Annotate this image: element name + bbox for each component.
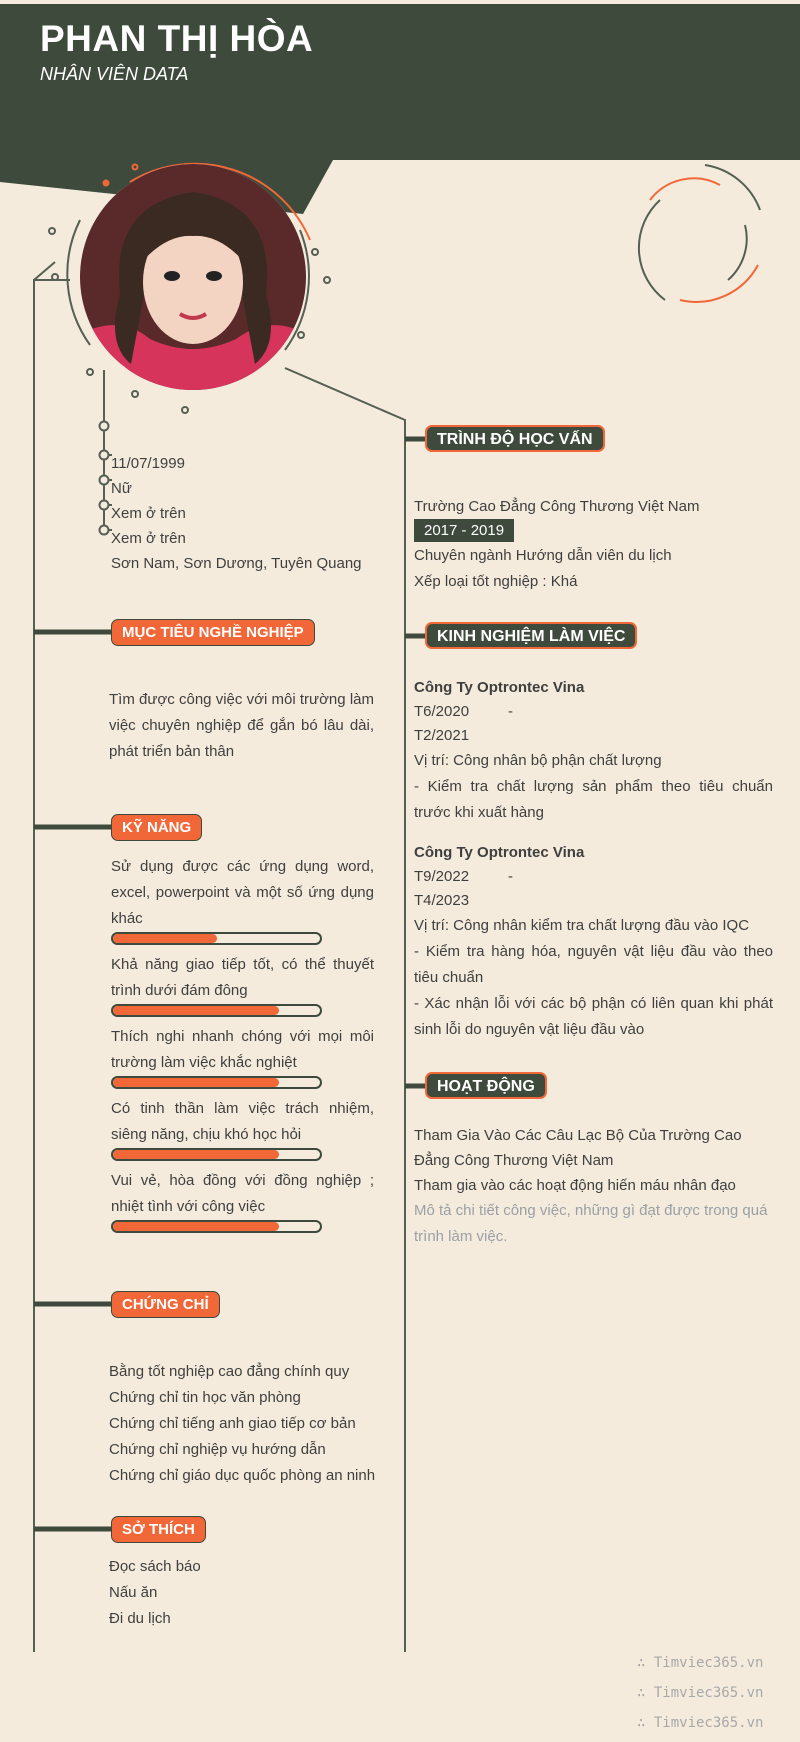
hobby-item: Nấu ăn	[109, 1584, 158, 1601]
job-start: T6/2020	[414, 703, 470, 720]
profile-photo	[80, 164, 306, 390]
watermark: ∴ Timviec365.vn	[637, 1685, 764, 1701]
job-end: T2/2021	[414, 727, 470, 744]
education-major: Chuyên ngành Hướng dẫn viên du lịch	[414, 547, 672, 564]
gender: Nữ	[111, 480, 132, 497]
activity-item: Tham Gia Vào Các Câu Lạc Bộ Của Trường Cao Đẳng Công Thương Việt Nam	[414, 1127, 742, 1169]
job-start: T9/2022	[414, 868, 470, 885]
job-duty: - Xác nhận lỗi với các bộ phận có liên quan khi phát sinh lỗi do nguyên vật liệu đầu vào	[414, 995, 773, 1038]
address: Sơn Nam, Sơn Dương, Tuyên Quang	[111, 555, 362, 572]
section-title-skills: KỸ NĂNG	[111, 814, 202, 841]
skill-bar	[111, 1004, 322, 1017]
certificate-item: Chứng chỉ tiếng anh giao tiếp cơ bản	[109, 1415, 356, 1432]
education-period: 2017 - 2019	[414, 519, 514, 542]
certificate-item: Chứng chỉ tin học văn phòng	[109, 1389, 301, 1406]
job-company: Công Ty Optrontec Vina	[414, 844, 585, 861]
certificate-item: Bằng tốt nghiệp cao đẳng chính quy	[109, 1363, 350, 1380]
candidate-name: PHAN THỊ HÒA	[40, 18, 314, 59]
job-duty: - Kiểm tra hàng hóa, nguyên vật liệu đầu vào theo tiêu chuẩn	[414, 943, 773, 986]
watermark: ∴ Timviec365.vn	[637, 1715, 764, 1731]
skill-text: Sử dụng được các ứng dụng word, excel, powerpoint và một số ứng dụng khác	[111, 858, 374, 927]
phone: Xem ở trên	[111, 505, 186, 522]
section-title-education: TRÌNH ĐỘ HỌC VẤN	[425, 425, 605, 452]
skill-text: Khả năng giao tiếp tốt, có thể thuyết trình dưới đám đông	[111, 956, 374, 999]
skill-text: Vui vẻ, hòa đồng với đồng nghiệp ; nhiệt tình với công việc	[111, 1172, 374, 1215]
job-company: Công Ty Optrontec Vina	[414, 679, 585, 696]
job-position: Vị trí: Công nhân kiểm tra chất lượng đầu vào IQC	[414, 917, 750, 934]
job-duty: - Kiểm tra chất lượng sản phẩm theo tiêu chuẩn trước khi xuất hàng	[414, 778, 773, 821]
job-title: NHÂN VIÊN DATA	[40, 64, 189, 84]
education-grade: Xếp loại tốt nghiệp : Khá	[414, 573, 578, 590]
section-title-hobbies: SỞ THÍCH	[111, 1516, 206, 1543]
skill-bar	[111, 1148, 322, 1161]
objective-text: Tìm được công việc với môi trường làm việc chuyên nghiệp để gắn bó lâu dài, phát triển bản thân	[109, 691, 374, 760]
activity-placeholder: Mô tả chi tiết công việc, những gì đạt được trong quá trình làm việc.	[414, 1202, 768, 1245]
education-school: Trường Cao Đẳng Công Thương Việt Nam	[414, 498, 700, 515]
hobby-item: Đọc sách báo	[109, 1558, 201, 1575]
skill-bar	[111, 1076, 322, 1089]
certificate-item: Chứng chỉ giáo dục quốc phòng an ninh	[109, 1467, 376, 1484]
section-title-experience: KINH NGHIỆM LÀM VIỆC	[425, 622, 637, 649]
skill-text: Có tinh thần làm việc trách nhiệm, siêng năng, chịu khó học hỏi	[111, 1100, 374, 1143]
section-title-objective: MỤC TIÊU NGHỀ NGHIỆP	[111, 619, 315, 646]
birthdate: 11/07/1999	[111, 455, 185, 472]
job-date-dash: -	[508, 703, 513, 720]
skill-bar	[111, 932, 322, 945]
job-date-dash: -	[508, 868, 513, 885]
job-position: Vị trí: Công nhân bộ phận chất lượng	[414, 752, 662, 769]
hobby-item: Đi du lịch	[109, 1610, 171, 1627]
skill-text: Thích nghi nhanh chóng với mọi môi trường làm việc khắc nghiệt	[111, 1028, 374, 1071]
activity-item: Tham gia vào các hoạt động hiến máu nhân đạo	[414, 1177, 736, 1194]
certificate-item: Chứng chỉ nghiệp vụ hướng dẫn	[109, 1441, 326, 1458]
watermark: ∴ Timviec365.vn	[637, 1655, 764, 1671]
job-end: T4/2023	[414, 892, 470, 909]
section-title-certificates: CHỨNG CHỈ	[111, 1291, 220, 1318]
section-title-activities: HOẠT ĐỘNG	[425, 1072, 547, 1099]
skill-bar	[111, 1220, 322, 1233]
email: Xem ở trên	[111, 530, 186, 547]
